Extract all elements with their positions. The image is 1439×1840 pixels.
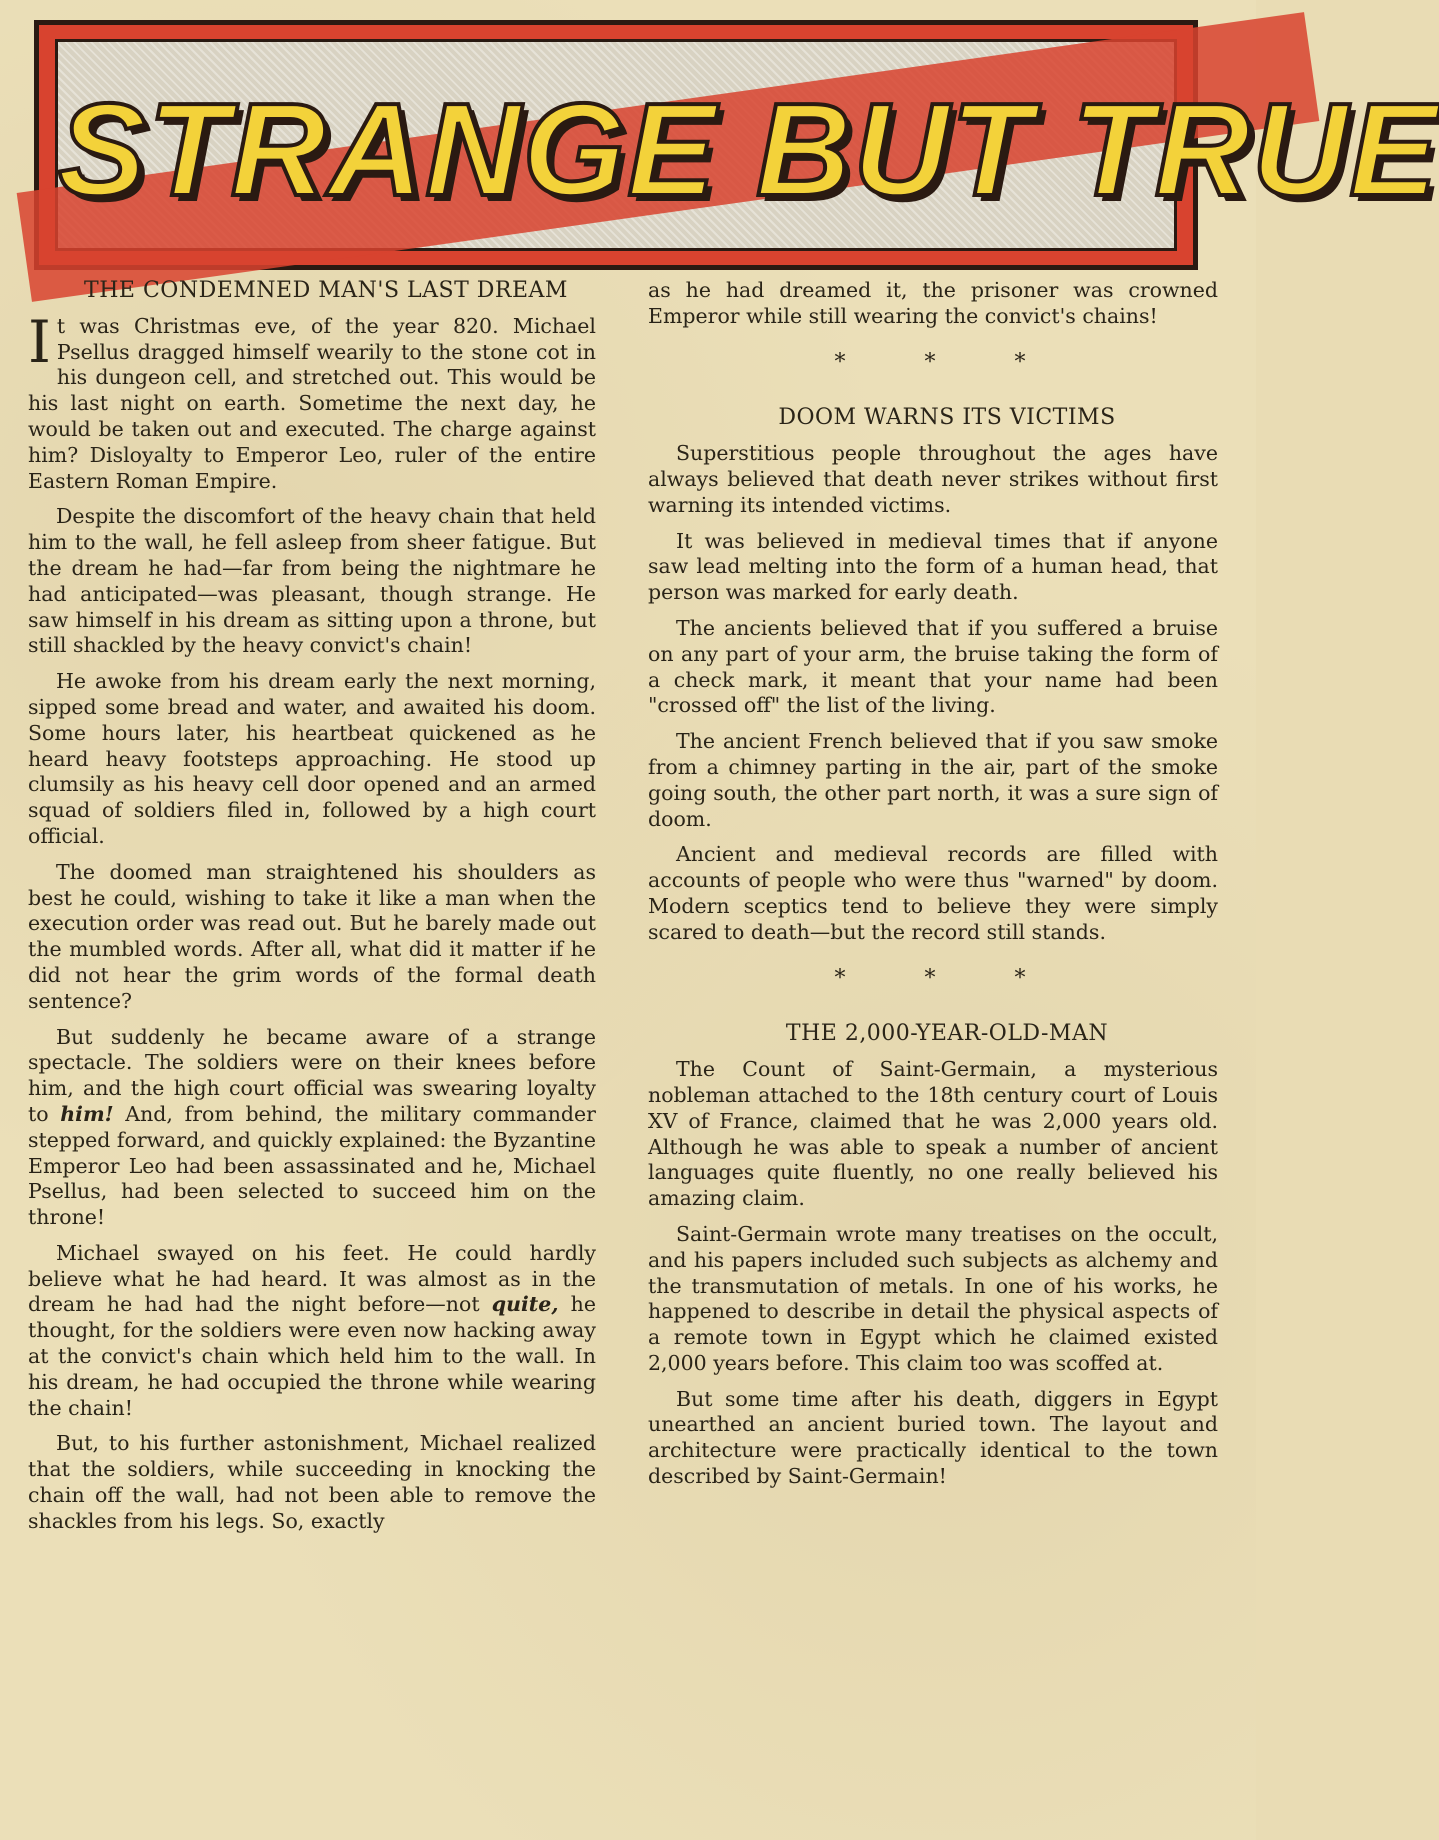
story-paragraph: Ancient and medieval records are filled with accounts of people who were thus "warned" by doom. Modern sceptics tend to believe they were simply scared to death—but the record still stands. bbox=[648, 842, 1218, 944]
emphasis-text: quite, bbox=[491, 1292, 559, 1317]
story-paragraph bbox=[28, 1241, 596, 1422]
emphasis-text: him! bbox=[60, 1101, 114, 1126]
story-paragraph: It was believed in medieval times that if anyone saw lead melting into the form of a human head, that person was marked for early death. bbox=[648, 528, 1218, 605]
paragraph-text: t was Christmas eve, of the year 820. Michael Psellus dragged himself wearily to the stone cot in his dungeon cell, and stretched out. This would be his last night on earth. Sometime the next day, he would be taken out and executed. The charge against him? Disloyalty to Emperor Leo, ruler of the entire Eastern Roman Empire. bbox=[28, 313, 596, 493]
paragraph-text: Michael swayed on his feet. He could hardly believe what he had heard. It was almost as in the dream he had had the night before—not bbox=[28, 1240, 596, 1317]
paragraph-text: he thought, for the soldiers were even now hacking away at the convict's chain which held him to the wall. In his dream, he had occupied the throne while wearing the chain! bbox=[28, 1292, 596, 1420]
story-paragraph bbox=[28, 307, 596, 495]
banner-panel bbox=[55, 39, 1439, 251]
story-paragraph bbox=[28, 1025, 596, 1231]
banner-title: STRANGE BUT TRUE bbox=[58, 76, 1439, 223]
story-paragraph: But some time after his death, diggers in Egypt unearthed an ancient buried town. The layout and architecture were practically identical to the town described by Saint-Germain! bbox=[648, 1386, 1218, 1489]
paragraph-text: And, from behind, the military commander stepped forward, and quickly explained: the Byzantine Emperor Leo had been assassinated and he, Michael Psellus, had been selected to succeed him on the throne! bbox=[28, 1101, 596, 1230]
story-paragraph: The Count of Saint-Germain, a mysterious nobleman attached to the 18th century court of Louis XV of France, claimed that he was 2,000 years old. Although he was able to speak a number of ancient languages quite fluently, no one really believed his amazing claim. bbox=[648, 1057, 1218, 1211]
story-paragraph: He awoke from his dream early the next morning, sipped some bread and water, and awaited his doom. Some hours later, his heartbeat quickened as he heard heavy footsteps approaching. He stood up clumsily as his heavy cell door opened and an armed squad of soldiers filed in, followed by a high court official. bbox=[28, 669, 596, 848]
story-paragraph: Saint-Germain wrote many treatises on the occult, and his papers included such subjects as alchemy and the transmutation of metals. In one of his works, he happened to describe in detail the physical aspects of a remote town in Egypt which he claimed existed 2,000 years before. This claim too was scoffed at. bbox=[648, 1221, 1218, 1375]
story-paragraph: The ancient French believed that if you saw smoke from a chimney parting in the air, part of the smoke going south, the other part north, it was a sure sign of doom. bbox=[648, 729, 1218, 831]
story-heading-doom: DOOM WARNS ITS VICTIMS bbox=[778, 405, 1116, 431]
title-banner bbox=[34, 20, 1439, 270]
story-paragraph: Superstitious people throughout the ages have always believed that death never strikes without first warning its intended victims. bbox=[648, 441, 1218, 517]
section-separator: * * * bbox=[834, 349, 1062, 375]
story-paragraph: But, to his further astonishment, Michael realized that the soldiers, while succeeding in knocking the chain off the wall, had not been able to remove the shackles from his legs. So, exactly bbox=[28, 1431, 596, 1533]
story-paragraph: Despite the discomfort of the heavy chain that held him to the wall, he fell asleep from sheer fatigue. But the dream he had—far from being the nightmare he had anticipated—was pleasant, though strange. He saw himself in his dream as sitting upon a throne, but still shackled by the heavy convict's chain! bbox=[28, 504, 596, 658]
paragraph-text: But suddenly he became aware of a strange spectacle. The soldiers were on their knees before him, and the high court official was swearing loyalty to bbox=[28, 1024, 596, 1126]
drop-cap: I bbox=[28, 307, 51, 376]
right-column bbox=[648, 278, 1218, 1500]
story-paragraph: as he had dreamed it, the prisoner was crowned Emperor while still wearing the convict's chains! bbox=[648, 278, 1218, 328]
section-separator: * * * bbox=[834, 965, 1062, 991]
left-column bbox=[28, 278, 596, 1545]
story-paragraph: The doomed man straightened his shoulders as best he could, wishing to take it like a man when the execution order was read out. But he barely made out the mumbled words. After all, what did it matter if he did not hear the grim words of the formal death sentence? bbox=[28, 859, 596, 1013]
story-heading-old-man: THE 2,000-YEAR-OLD-MAN bbox=[785, 1021, 1109, 1047]
story-heading-condemned: THE CONDEMNED MAN'S LAST DREAM bbox=[84, 278, 568, 303]
story-paragraph: The ancients believed that if you suffered a bruise on any part of your arm, the bruise taking the form of a check mark, it meant that your name had been "crossed off" the list of the living. bbox=[648, 615, 1218, 718]
